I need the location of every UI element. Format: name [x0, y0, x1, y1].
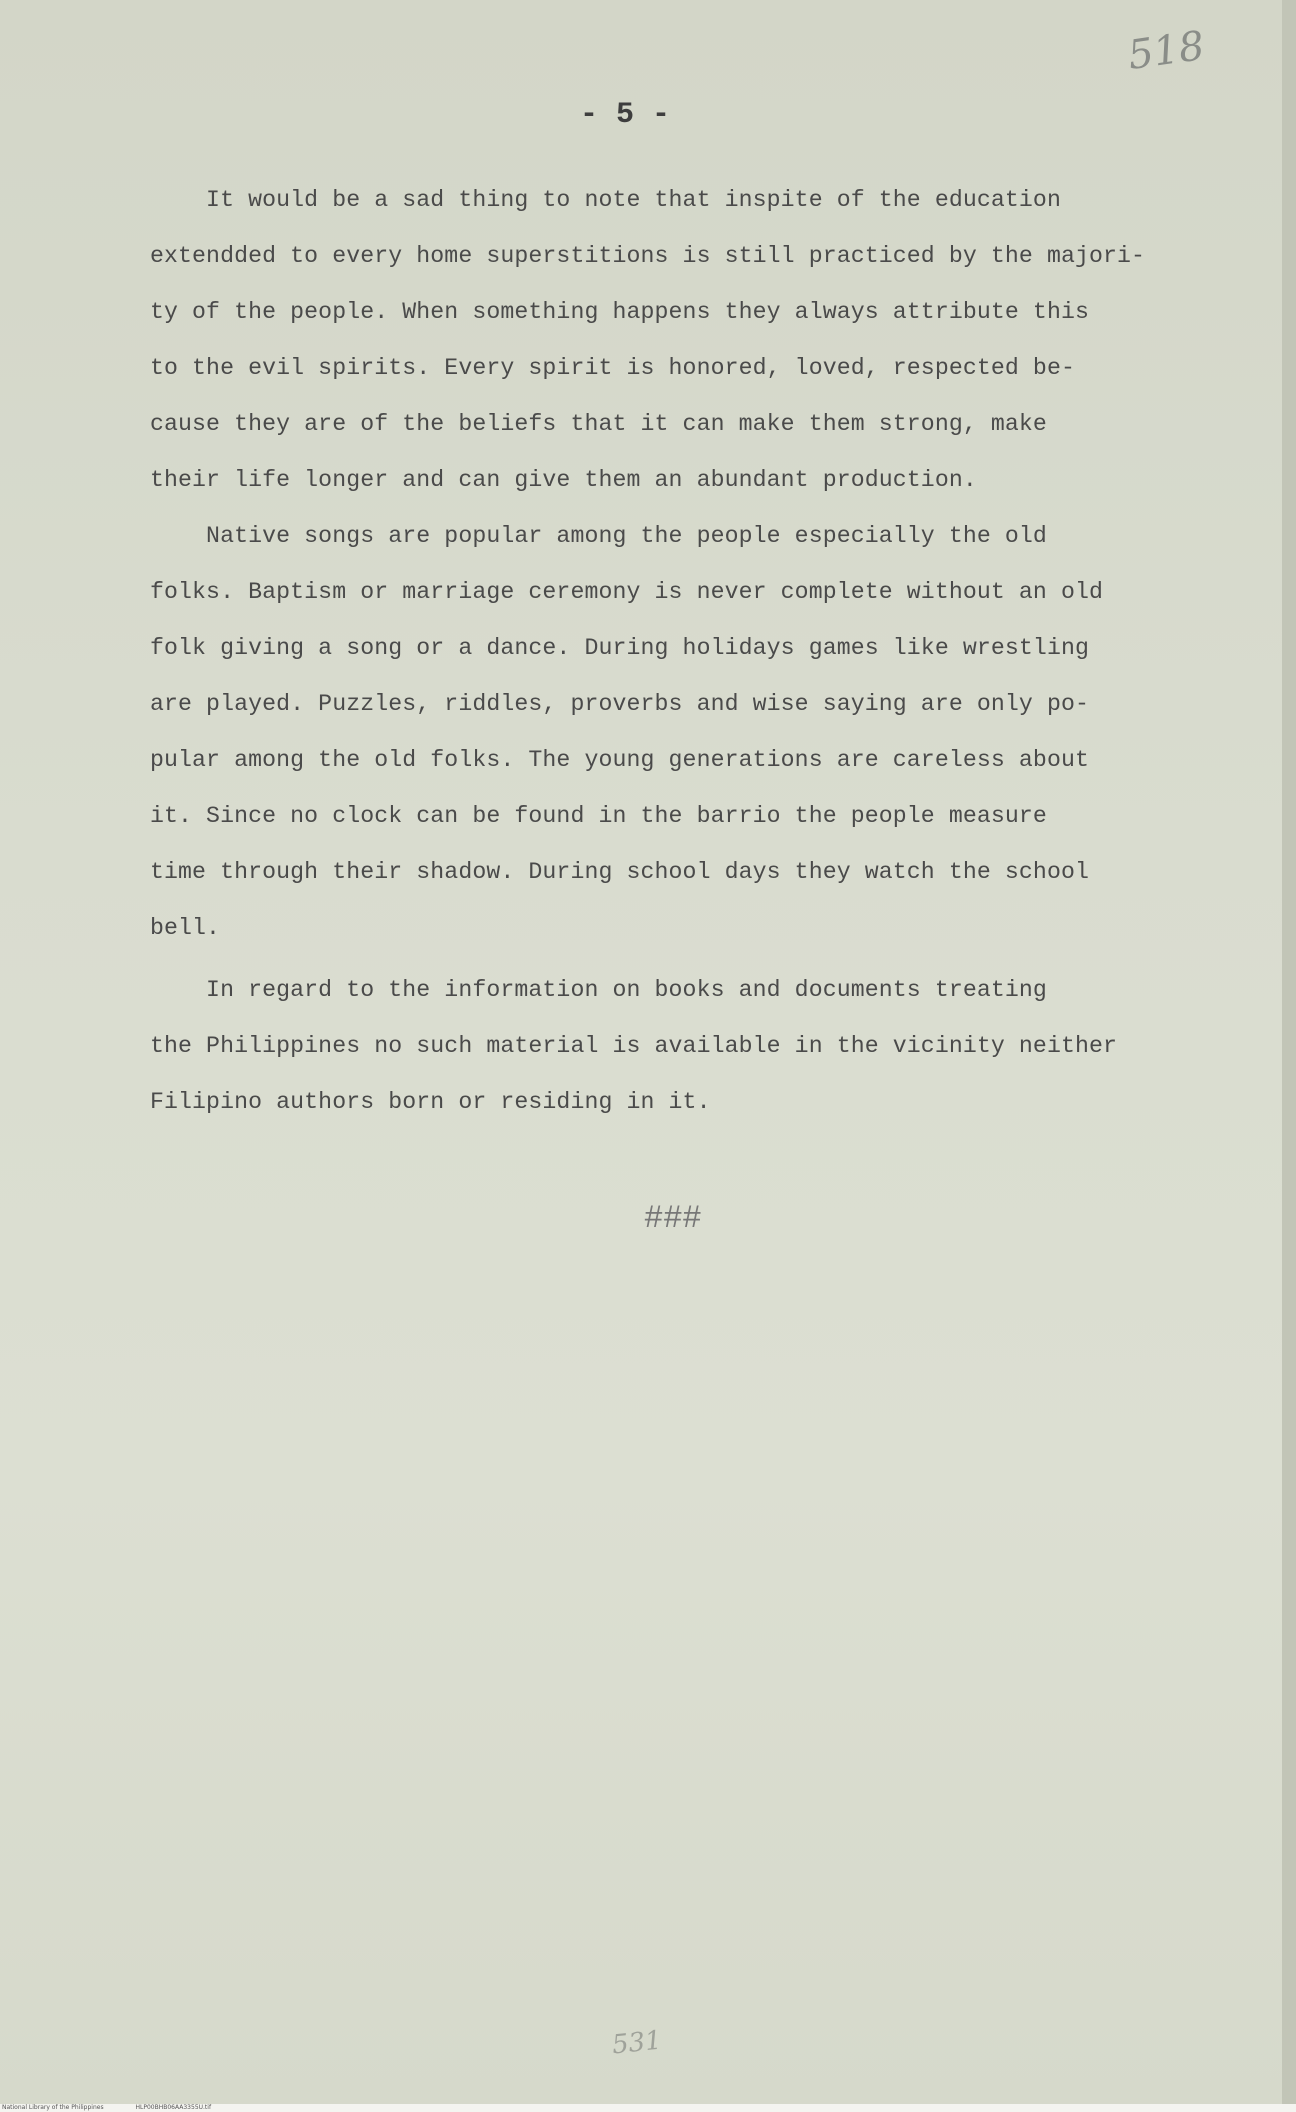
text-line: bell.: [150, 915, 221, 941]
text-line: their life longer and can give them an abundant production.: [150, 467, 977, 493]
file-id: HLP00BHB06AA3355U.tif: [135, 2104, 212, 2111]
page-number: - 5 -: [579, 98, 670, 132]
end-of-document-mark: ###: [644, 1200, 702, 1237]
text-line: cause they are of the beliefs that it can make them strong, make: [150, 411, 1047, 437]
text-line: ty of the people. When something happens they always attribute this: [150, 299, 1089, 325]
text-line: In regard to the information on books and documents treating: [150, 977, 1047, 1003]
text-line: Native songs are popular among the people especially the old: [150, 523, 1047, 549]
text-line: pular among the old folks. The young generations are careless about: [150, 747, 1089, 773]
page-edge: [1282, 0, 1296, 2112]
library-credit: National Library of the Philippines: [2, 2104, 104, 2111]
handwritten-bottom-annotation: 531: [610, 2025, 664, 2061]
text-line: Filipino authors born or residing in it.: [150, 1089, 711, 1115]
text-line: it. Since no clock can be found in the barrio the people measure: [150, 803, 1047, 829]
text-line: are played. Puzzles, riddles, proverbs and wise saying are only po-: [150, 691, 1089, 717]
text-line: folk giving a song or a dance. During holidays games like wrestling: [150, 635, 1089, 661]
text-line: the Philippines no such material is available in the vicinity neither: [150, 1033, 1118, 1059]
text-line: extendded to every home superstitions is still practiced by the majori-: [150, 243, 1146, 269]
scan-footer: [0, 2104, 1296, 2112]
text-line: time through their shadow. During school days they watch the school: [150, 859, 1089, 885]
text-line: to the evil spirits. Every spirit is honored, loved, respected be-: [150, 355, 1075, 381]
text-line: It would be a sad thing to note that inspite of the education: [150, 187, 1061, 213]
text-line: folks. Baptism or marriage ceremony is never complete without an old: [150, 579, 1104, 605]
handwritten-page-annotation: 518: [1125, 22, 1208, 80]
